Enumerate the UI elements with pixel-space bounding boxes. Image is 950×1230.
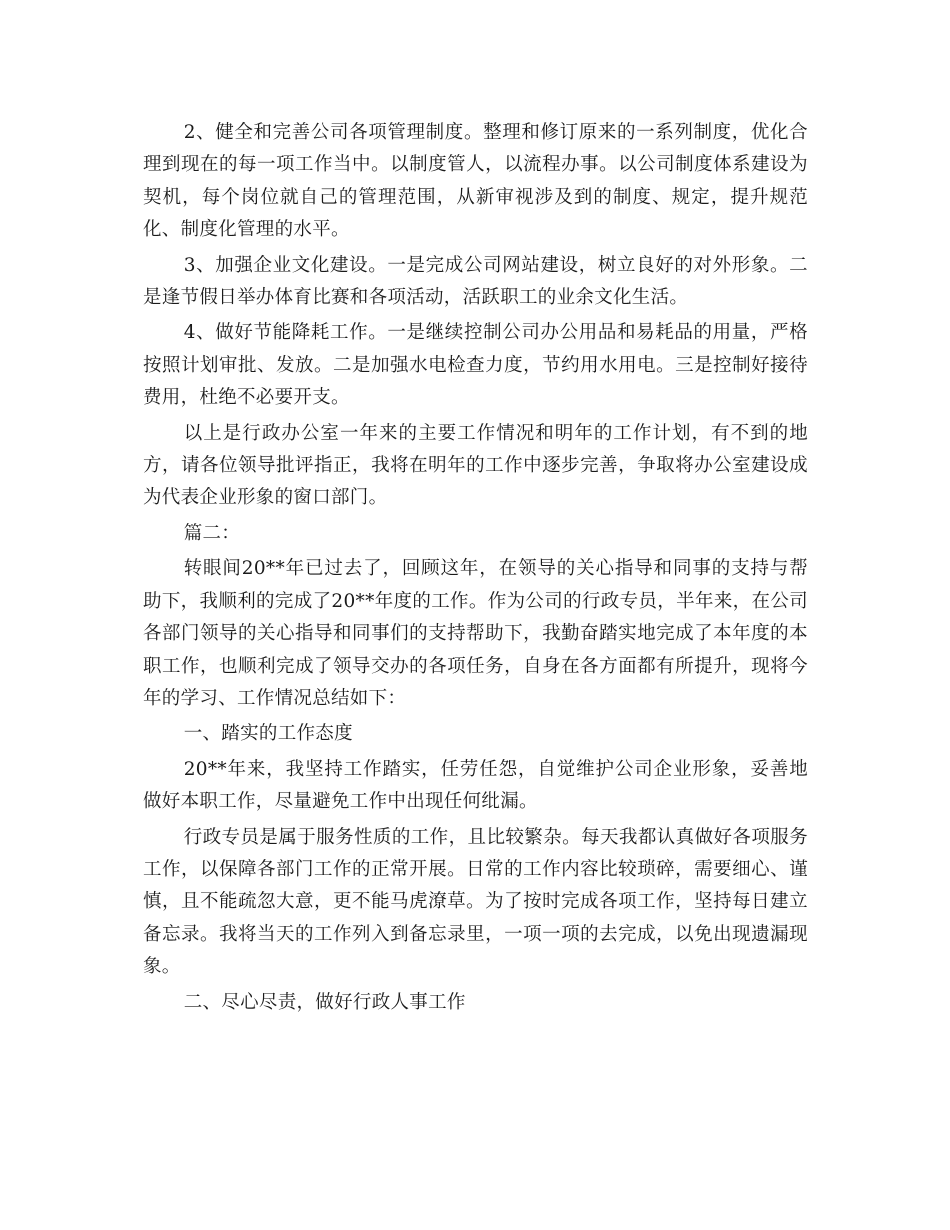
paragraph-admin-specialist: 行政专员是属于服务性质的工作，且比较繁杂。每天我都认真做好各项服务工作，以保障各部门工作的正常开展。日常的工作内容比较琐碎，需要细心、谨慎，且不能疏忽大意，更不能马虎潦草。为了按时完成各项工作，坚持每日建立备忘录。我将当天的工作列入到备忘录里，一项一项的去完成，以免出现遗漏现象。 [143, 826, 808, 978]
section-heading-part-two: 篇二： [183, 522, 241, 544]
paragraph-diligent-work: 20**年来，我坚持工作踏实，任劳任怨，自觉维护公司企业形象，妥善地做好本职工作，尽量避免工作中出现任何纰漏。 [143, 758, 808, 813]
paragraph-management-system: 2、健全和完善公司各项管理制度。整理和修订原来的一系列制度，优化合理到现在的每一项工作当中。以制度管人，以流程办事。以公司制度体系建设为契机，每个岗位就自己的管理范围，从新审视涉及到的制度、规定，提升规范化、制度化管理的水平。 [143, 122, 808, 241]
paragraph-corporate-culture: 3、加强企业文化建设。一是完成公司网站建设，树立良好的对外形象。二是逢节假日举办体育比赛和各项活动，活跃职工的业余文化生活。 [143, 254, 808, 309]
paragraph-conclusion: 以上是行政办公室一年来的主要工作情况和明年的工作计划，有不到的地方，请各位领导批评指正，我将在明年的工作中逐步完善，争取将办公室建设成为代表企业形象的窗口部门。 [143, 422, 808, 509]
section-heading-work-attitude: 一、踏实的工作态度 [183, 723, 353, 745]
document-body [143, 117, 808, 1022]
paragraph-energy-saving: 4、做好节能降耗工作。一是继续控制公司办公用品和易耗品的用量，严格按照计划审批、发放。二是加强水电检查力度，节约用水用电。三是控制好接待费用，杜绝不必要开支。 [143, 322, 808, 409]
paragraph-year-review: 转眼间20**年已过去了，回顾这年，在领导的关心指导和同事的支持与帮助下，我顺利的完成了20**年度的工作。作为公司的行政专员，半年来，在公司各部门领导的关心指导和同事们的支持帮助下，我勤奋踏实地完成了本年度的本职工作，也顺利完成了领导交办的各项任务，自身在各方面都有所提升，现将今年的学习、工作情况总结如下： [143, 558, 808, 709]
section-heading-admin-hr: 二、尽心尽责，做好行政人事工作 [183, 991, 466, 1013]
